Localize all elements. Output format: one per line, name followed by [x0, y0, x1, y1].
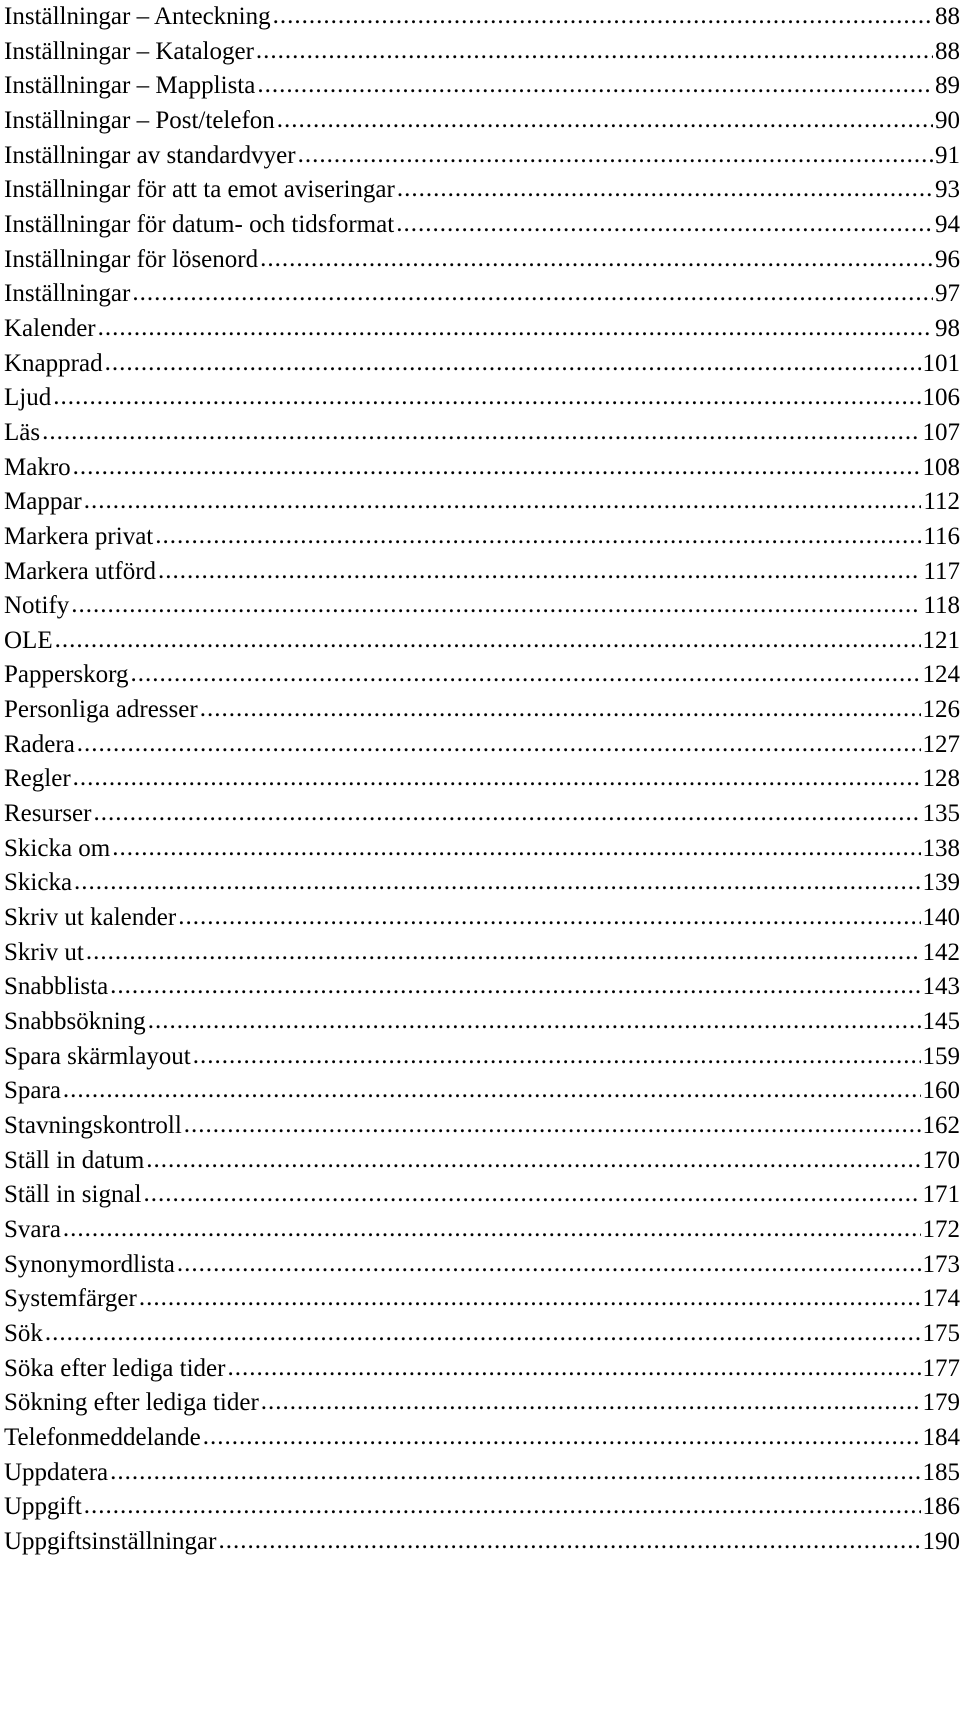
index-entry-title: Skicka om [4, 834, 111, 862]
index-entry[interactable] [4, 381, 960, 416]
dot-leader [261, 1386, 921, 1420]
index-entry-title: Mappar [4, 488, 82, 516]
dot-leader [178, 901, 920, 935]
index-entry-page-number: 127 [922, 730, 960, 758]
index-entry[interactable] [4, 936, 960, 971]
index-entry-title: OLE [4, 626, 53, 654]
index-entry[interactable] [4, 451, 960, 486]
index-entry-page-number: 138 [922, 834, 960, 862]
index-entry[interactable] [4, 312, 960, 347]
dot-leader [45, 1317, 921, 1351]
index-entry-title: Inställningar av standardvyer [4, 141, 296, 169]
index-entry-title: Sökning efter lediga tider [4, 1389, 259, 1417]
dot-leader [260, 243, 933, 277]
index-entry-title: Ljud [4, 384, 52, 412]
dot-leader [77, 728, 921, 762]
index-entry[interactable] [4, 1352, 960, 1387]
index-entry-title: Kalender [4, 314, 96, 342]
index-entry-page-number: 126 [922, 696, 960, 724]
index-entry[interactable] [4, 1386, 960, 1421]
dot-leader [177, 1248, 921, 1282]
index-entry[interactable] [4, 1248, 960, 1283]
index-entry[interactable] [4, 104, 960, 139]
index-entry-page-number: 185 [922, 1458, 960, 1486]
index-entry-page-number: 88 [935, 37, 960, 65]
index-entry-page-number: 186 [922, 1493, 960, 1521]
index-entry-page-number: 101 [922, 349, 960, 377]
index-entry[interactable] [4, 555, 960, 590]
index-entry[interactable] [4, 139, 960, 174]
dot-leader [132, 277, 933, 311]
index-entry-title: Systemfärger [4, 1285, 137, 1313]
index-entry-title: Uppdatera [4, 1458, 109, 1486]
index-entry-title: Inställningar för att ta emot aviseringar [4, 176, 395, 204]
dot-leader [203, 1421, 921, 1455]
index-entry-title: Papperskorg [4, 661, 129, 689]
index-entry[interactable] [4, 347, 960, 382]
index-entry-page-number: 175 [922, 1319, 960, 1347]
index-entry-page-number: 121 [922, 626, 960, 654]
index-entry-page-number: 159 [922, 1042, 960, 1070]
index-entry-title: Telefonmeddelande [4, 1423, 201, 1451]
index-entry[interactable] [4, 1456, 960, 1491]
index-entry[interactable] [4, 1490, 960, 1525]
dot-leader [84, 485, 922, 519]
index-entry[interactable] [4, 0, 960, 35]
index-entry-page-number: 91 [935, 141, 960, 169]
index-entry[interactable] [4, 1144, 960, 1179]
index-entry[interactable] [4, 1421, 960, 1456]
index-entry[interactable] [4, 1074, 960, 1109]
dot-leader [73, 762, 921, 796]
index-entry-page-number: 116 [923, 522, 960, 550]
index-entry-title: Markera privat [4, 522, 154, 550]
index-entry-title: Synonymordlista [4, 1250, 175, 1278]
index-entry[interactable] [4, 277, 960, 312]
dot-leader [155, 520, 921, 554]
index-entry-title: Skicka [4, 869, 73, 897]
index-entry-title: Skriv ut kalender [4, 904, 177, 932]
dot-leader [298, 139, 933, 173]
index-entry[interactable] [4, 1040, 960, 1075]
index-entry-title: Markera utförd [4, 557, 157, 585]
index-entry-page-number: 93 [935, 176, 960, 204]
index-entry[interactable] [4, 208, 960, 243]
dot-leader [193, 1040, 921, 1074]
index-entry-page-number: 88 [935, 3, 960, 30]
index-entry-page-number: 112 [923, 488, 960, 516]
index-entry[interactable] [4, 762, 960, 797]
index-entry-page-number: 117 [923, 557, 960, 585]
index-entry-page-number: 145 [922, 1008, 960, 1036]
index-entry-title: Ställ in signal [4, 1181, 142, 1209]
index-entry[interactable] [4, 485, 960, 520]
index-entry[interactable] [4, 901, 960, 936]
dot-leader [74, 866, 920, 900]
index-entry-page-number: 143 [922, 973, 960, 1001]
index-entry-title: Inställningar för lösenord [4, 245, 259, 273]
index-entry[interactable] [4, 1317, 960, 1352]
index-entry-title: Snabblista [4, 973, 109, 1001]
dot-leader [55, 624, 921, 658]
index-entry-title: Söka efter lediga tider [4, 1354, 226, 1382]
index-entry-page-number: 160 [922, 1077, 960, 1105]
index-entry-page-number: 135 [922, 800, 960, 828]
index-entry[interactable] [4, 1282, 960, 1317]
index-entry[interactable] [4, 970, 960, 1005]
index-entry-title: Svara [4, 1215, 61, 1243]
index-entry-title: Inställningar – Mapplista [4, 72, 256, 100]
index-entry-page-number: 106 [922, 384, 960, 412]
index-entry-page-number: 94 [935, 210, 960, 238]
dot-leader [273, 0, 933, 34]
index-entry[interactable] [4, 69, 960, 104]
index-entry-title: Ställ in datum [4, 1146, 145, 1174]
index-entry-title: Makro [4, 453, 71, 481]
index-entry[interactable] [4, 416, 960, 451]
index-entry-title: Inställningar – Post/telefon [4, 106, 275, 134]
index-entry[interactable] [4, 832, 960, 867]
dot-leader [86, 936, 921, 970]
dot-leader [144, 1178, 921, 1212]
index-entry[interactable] [4, 35, 960, 70]
index-entry-title: Uppgiftsinställningar [4, 1527, 217, 1555]
index-entry-page-number: 90 [935, 106, 960, 134]
index-entry[interactable] [4, 624, 960, 659]
index-entry-title: Sök [4, 1319, 43, 1347]
index-entry-title: Inställningar [4, 280, 131, 308]
dot-leader [53, 381, 920, 415]
dot-leader [131, 658, 921, 692]
index-entry[interactable] [4, 1525, 960, 1560]
index-entry-title: Inställningar för datum- och tidsformat [4, 210, 395, 238]
dot-leader [148, 1005, 921, 1039]
dot-leader [257, 69, 933, 103]
index-entry-page-number: 98 [935, 314, 960, 342]
index-entry[interactable] [4, 589, 960, 624]
dot-leader [73, 451, 921, 485]
index-entry-title: Knapprad [4, 349, 103, 377]
dot-leader [139, 1282, 921, 1316]
dot-leader [63, 1074, 921, 1108]
index-entry-page-number: 142 [922, 938, 960, 966]
index-entry-page-number: 139 [922, 869, 960, 897]
index-entry-page-number: 107 [922, 418, 960, 446]
index-entry-page-number: 177 [922, 1354, 960, 1382]
index-entry-title: Läs [4, 418, 41, 446]
dot-leader [63, 1213, 921, 1247]
index-entry-title: Skriv ut [4, 938, 84, 966]
dot-leader [146, 1144, 920, 1178]
index-entry-title: Notify [4, 592, 70, 620]
index-entry-page-number: 179 [922, 1389, 960, 1417]
index-entry[interactable] [4, 728, 960, 763]
index-entry[interactable] [4, 173, 960, 208]
index-entry-page-number: 124 [922, 661, 960, 689]
index-entry[interactable] [4, 797, 960, 832]
index-entry[interactable] [4, 693, 960, 728]
index-entry-page-number: 97 [935, 280, 960, 308]
index-entry-page-number: 118 [923, 592, 960, 620]
index-entry-title: Stavningskontroll [4, 1112, 182, 1139]
dot-leader [110, 970, 920, 1004]
index-entry-page-number: 171 [922, 1181, 960, 1209]
index-entry[interactable] [4, 243, 960, 278]
dot-leader [42, 416, 920, 450]
index-entry[interactable] [4, 1178, 960, 1213]
index-entry-title: Spara [4, 1077, 61, 1105]
dot-leader [158, 555, 921, 589]
dot-leader [84, 1490, 921, 1524]
dot-leader [110, 1456, 920, 1490]
index-entry[interactable] [4, 520, 960, 555]
index-entry-page-number: 128 [922, 765, 960, 793]
index-entry-title: Spara skärmlayout [4, 1042, 191, 1070]
index-entry-title: Radera [4, 730, 75, 758]
dot-leader [397, 173, 933, 207]
dot-leader [396, 208, 933, 242]
index-entry[interactable] [4, 1005, 960, 1040]
index-entry-title: Resurser [4, 800, 92, 828]
index-entry-page-number: 108 [922, 453, 960, 481]
dot-leader [277, 104, 933, 138]
index-entry-page-number: 89 [935, 72, 960, 100]
index-entry-page-number: 172 [922, 1215, 960, 1243]
index-entry-page-number: 96 [935, 245, 960, 273]
index-entry-title: Uppgift [4, 1493, 82, 1521]
index-entry-title: Personliga adresser [4, 696, 198, 724]
index-entry[interactable] [4, 866, 960, 901]
index-entry-title: Inställningar – Anteckning [4, 3, 271, 30]
dot-leader [256, 35, 933, 69]
dot-leader [71, 589, 921, 623]
index-list [4, 0, 960, 1560]
index-entry-page-number: 184 [922, 1423, 960, 1451]
dot-leader [93, 797, 920, 831]
dot-leader [218, 1525, 920, 1559]
index-entry[interactable] [4, 1109, 960, 1144]
index-entry-title: Snabbsökning [4, 1008, 146, 1036]
dot-leader [98, 312, 933, 346]
dot-leader [105, 347, 921, 381]
index-entry-page-number: 173 [922, 1250, 960, 1278]
dot-leader [200, 693, 921, 727]
index-entry-page-number: 170 [922, 1146, 960, 1174]
index-entry[interactable] [4, 1213, 960, 1248]
index-entry-title: Inställningar – Kataloger [4, 37, 254, 65]
index-entry-page-number: 190 [922, 1527, 960, 1555]
dot-leader [112, 832, 920, 866]
index-entry-page-number: 140 [922, 904, 960, 932]
index-entry-page-number: 174 [922, 1285, 960, 1313]
index-entry-page-number: 162 [922, 1112, 960, 1139]
dot-leader [227, 1352, 920, 1386]
index-entry[interactable] [4, 658, 960, 693]
index-entry-title: Regler [4, 765, 71, 793]
dot-leader [184, 1109, 921, 1143]
